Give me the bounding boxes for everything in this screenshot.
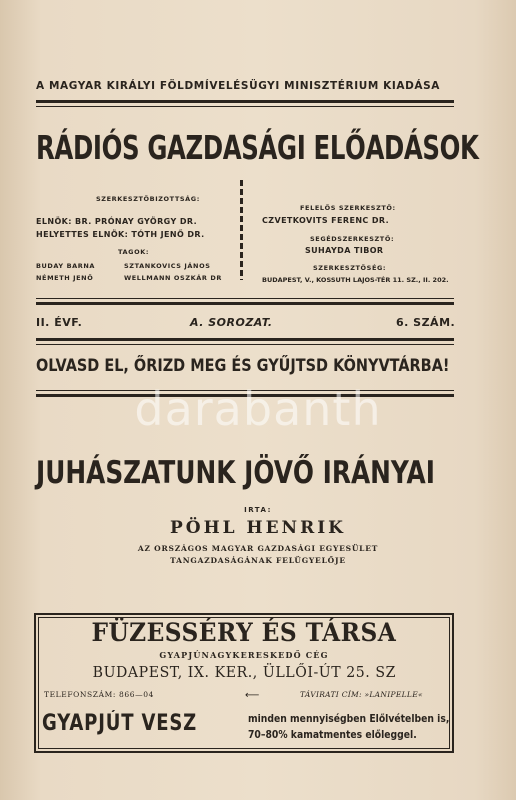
board-president: ELNÖK: BR. PRÓNAY GYÖRGY DR. [36, 217, 198, 226]
ad-note [248, 713, 477, 725]
author-name: PÖHL HENRIK [170, 518, 346, 538]
board-member: NÉMETH JENŐ [36, 274, 94, 282]
article-title [36, 455, 456, 491]
publisher-line: A MAGYAR KIRÁLYI FÖLDMÍVELÉSÜGYI MINISZTÉRIUM KIADÁSA [36, 80, 441, 92]
motto [36, 356, 456, 376]
author-by-label: IRTA: [244, 506, 272, 514]
divider-rule [36, 344, 454, 345]
office-address: BUDAPEST, V., KOSSUTH LAJOS-TÉR 11. SZ., II. 202. [262, 276, 449, 284]
board-heading: SZERKESZTŐBIZOTTSÁG: [96, 195, 200, 203]
board-member: SZTANKOVICS JÁNOS [124, 262, 211, 270]
divider-rule [36, 338, 454, 341]
divider-rule [36, 106, 454, 107]
series-title [36, 128, 479, 167]
ad-company-name [36, 618, 452, 647]
ad-address [36, 663, 452, 681]
board-vice-president: HELYETTES ELNÖK: TÓTH JENŐ DR. [36, 230, 205, 239]
board-member: WELLMANN OSZKÁR DR [124, 274, 222, 282]
motto-text: OLVASD EL, ŐRIZD MEG ÉS GYŰJTSD KÖNYVTÁRBA! [36, 356, 450, 376]
ad-slogan-text: GYAPJÚT VESZ [42, 711, 198, 736]
ornament-icon: ⟵ [245, 690, 260, 701]
series-title-text: RÁDIÓS GAZDASÁGI ELŐADÁSOK [36, 128, 479, 167]
ad-note-text: minden mennyiségben Előlvételben is, [248, 713, 450, 725]
issue-year: II. ÉVF. [36, 316, 83, 329]
ad-address-text: BUDAPEST, IX. KER., ÜLLŐI-ÚT 25. SZ [92, 663, 396, 681]
ad-note-text: 70–80% kamatmentes előleggel. [248, 729, 417, 741]
board-members-heading: TAGOK: [118, 248, 150, 256]
author-affiliation: TANGAZDASÁGÁNAK FELÜGYELŐJE [170, 556, 346, 565]
watermark: darabanth [134, 382, 382, 436]
divider-rule [36, 302, 454, 305]
office-heading: SZERKESZTŐSÉG: [313, 264, 387, 272]
editor-heading: FELELŐS SZERKESZTŐ: [300, 204, 396, 212]
ad-slogan [42, 711, 231, 736]
editor-name: CZVETKOVITS FERENC DR. [262, 216, 390, 225]
issue-number: 6. SZÁM. [396, 316, 456, 329]
ad-subtitle: GYAPJÚNAGYKERESKEDŐ CÉG [159, 650, 329, 660]
divider-rule [36, 100, 454, 103]
article-title-text: JUHÁSZATUNK JÖVŐ IRÁNYAI [36, 455, 435, 491]
author-affiliation: AZ ORSZÁGOS MAGYAR GAZDASÁGI EGYESÜLET [137, 544, 379, 553]
ad-telegram: TÁVIRATI CÍM: »LANIPELLE« [300, 690, 423, 699]
issue-series: A. SOROZAT. [190, 316, 273, 329]
ad-phone: TELEFONSZÁM: 866—04 [44, 690, 154, 699]
ad-note [248, 729, 440, 741]
ad-company-name-text: FÜZESSÉRY ÉS TÁRSA [91, 618, 397, 647]
assistant-name: SUHAYDA TIBOR [305, 246, 384, 255]
assistant-heading: SEGÉDSZERKESZTŐ: [310, 235, 395, 243]
column-separator [240, 180, 243, 280]
board-member: BUDAY BARNA [36, 262, 96, 270]
divider-rule [36, 298, 454, 299]
